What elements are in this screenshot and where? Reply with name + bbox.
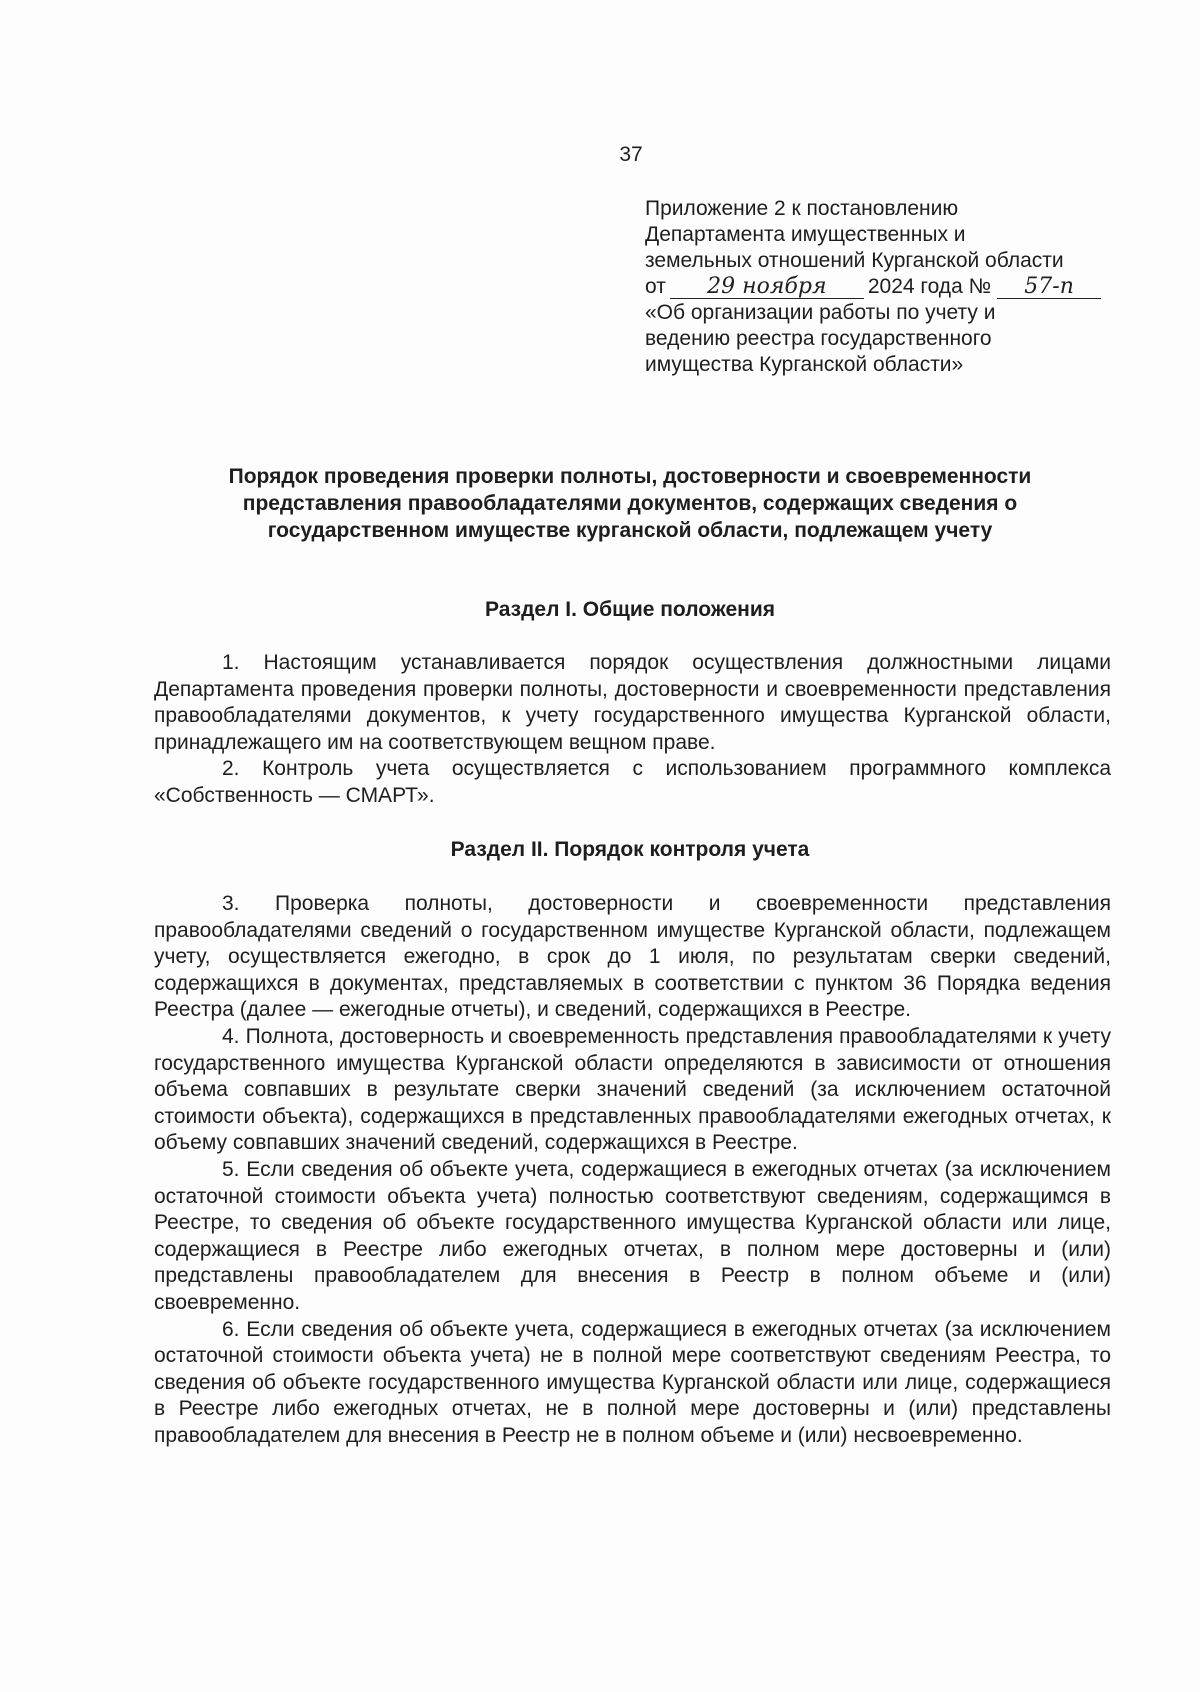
year-number-label: 2024 года № bbox=[867, 275, 992, 298]
paragraph-4: 4. Полнота, достоверность и своевременность представления правообладателями к учету государственного имущества Курганской области определяются в зависимости от отношения объема совпавших в результате сверки значений сведений (за исключением остаточной стоимости объекта), содержащихся в представленных правообладателями ежегодных отчетах, к объему совпавших значений сведений, содержащихся в Реестре. bbox=[154, 1024, 1111, 1155]
date-prefix: от bbox=[645, 275, 666, 298]
section-1-heading: Раздел I. Общие положения bbox=[485, 598, 775, 621]
paragraph-1: 1. Настоящим устанавливается порядок осуществления должностными лицами Департамента проведения проверки полноты, достоверности и своевременности представления правообладателями документов, к учету государственного имущества Курганской области, принадлежащего им на соответствующем вещном праве. bbox=[154, 651, 1111, 754]
annex-line-3: земельных отношений Курганской области bbox=[645, 249, 1064, 272]
section-1-body bbox=[154, 650, 1111, 810]
paragraph-3: 3. Проверка полноты, достоверности и своевременности представления правообладателями сведений о государственном имуществе Курганской области, подлежащем учету, осуществляется ежегодно, в срок до 1 июля, по результатам сверки сведений, содержащихся в документах, представляемых в соответствии с пунктом 36 Порядка ведения Реестра (далее — ежегодные отчеты), и сведений, содержащихся в Реестре. bbox=[154, 892, 1111, 1022]
page-number: 37 bbox=[619, 143, 643, 166]
paragraph-5: 5. Если сведения об объекте учета, содержащиеся в ежегодных отчетах (за исключением остаточной стоимости объекта учета) полностью соответствуют сведениям, содержащимся в Реестре, то сведения об объекте государственного имущества Курганской области или лице, содержащиеся в Реестре либо ежегодных отчетах, в полном мере достоверны и (или) представлены правообладателем для внесения в Реестр в полном объеме и (или) своевременно. bbox=[154, 1157, 1111, 1314]
annex-line-5: «Об организации работы по учету и bbox=[645, 301, 996, 324]
section-2-body bbox=[154, 891, 1111, 1449]
annex-date-line bbox=[645, 274, 1125, 300]
annex-line-7: имущества Курганской области» bbox=[645, 353, 964, 376]
section-2-heading: Раздел II. Порядок контроля учета bbox=[450, 838, 810, 861]
paragraph-6: 6. Если сведения об объекте учета, содержащиеся в ежегодных отчетах (за исключением остаточной стоимости объекта учета) не в полной мере соответствуют сведениям Реестра, то сведения об объекте государственного имущества Курганской области или лице, содержащиеся в Реестре либо ежегодных отчетах, не в полной мере достоверны и (или) представлены правообладателем для внесения в Реестр не в полном объеме и (или) несвоевременно. bbox=[154, 1317, 1111, 1447]
document-title: Порядок проведения проверки полноты, достоверности и своевременности представления правообладателями документов, содержащих сведения о государственном имуществе курганской области, подлежащем учету bbox=[228, 465, 1032, 542]
handwritten-number: 57-п bbox=[997, 276, 1101, 299]
annex-block bbox=[645, 196, 1125, 378]
annex-line-1: Приложение 2 к постановлению bbox=[645, 197, 959, 220]
paragraph-2: 2. Контроль учета осуществляется с использованием программного комплекса «Собственность — СМАРТ». bbox=[154, 757, 1111, 807]
annex-line-6: ведению реестра государственного bbox=[645, 327, 992, 350]
annex-line-2: Департамента имущественных и bbox=[645, 223, 966, 246]
handwritten-date: 29 ноября bbox=[670, 276, 864, 299]
